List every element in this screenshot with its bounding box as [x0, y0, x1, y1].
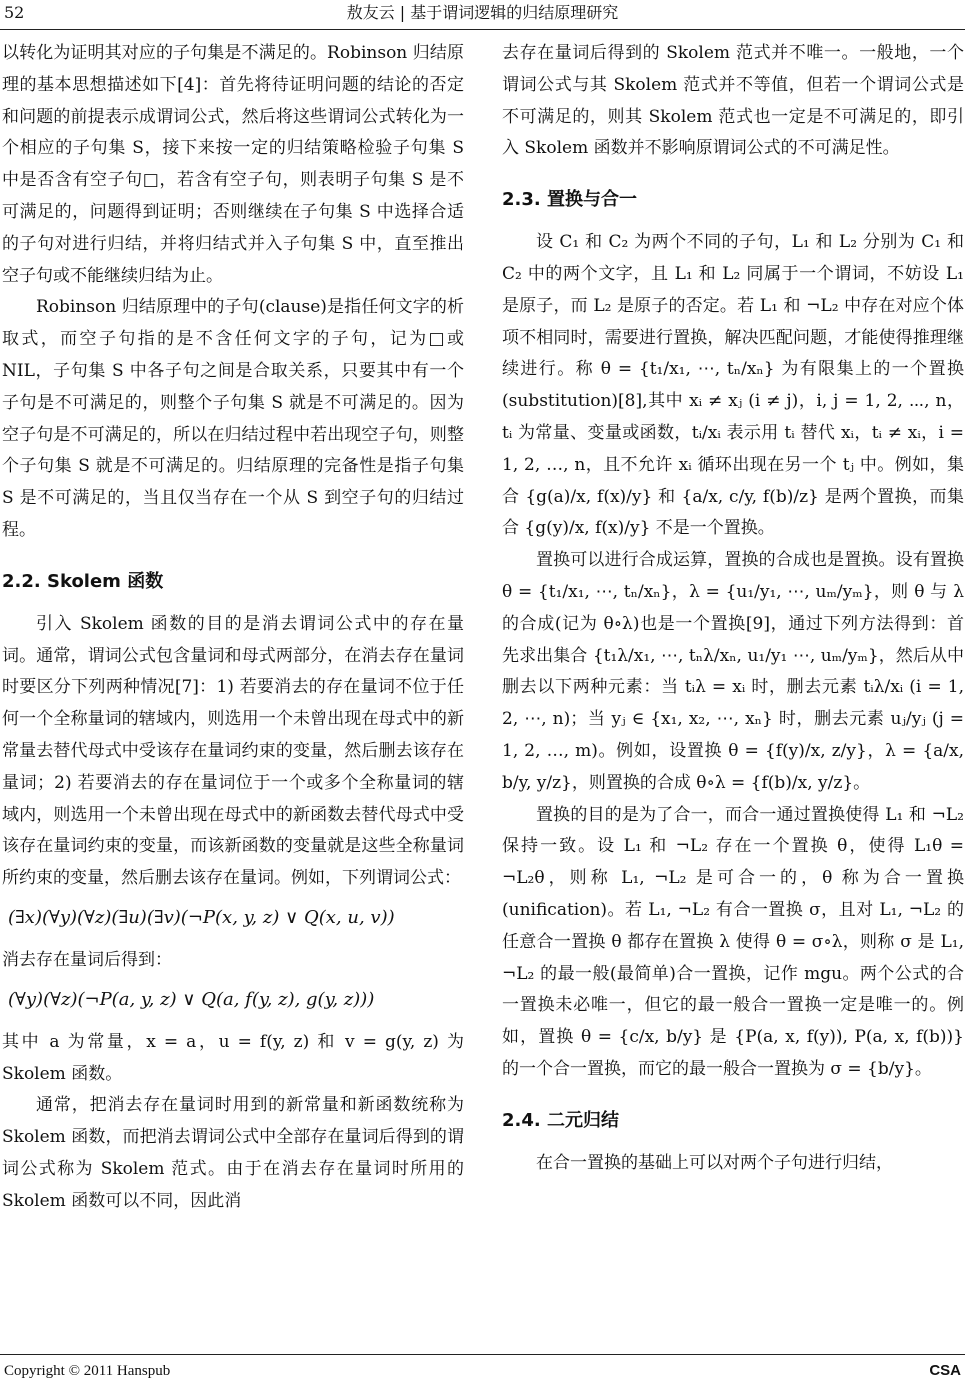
equation: (∀y)(∀z)(¬P(a, y, z) ∨ Q(a, f(y, z), g(y, z))): [8, 988, 375, 1010]
paragraph: 置换可以进行合成运算，置换的合成也是置换。设有置换 θ = {t₁/x₁, ⋯, tₙ/xₙ}，λ = {u₁/y₁, ⋯, uₘ/yₘ}，则 θ 与 λ 的合成(记为 θ∘λ)也是一个置换[9]，通过下列方法得到：首先求出集合 {t₁λ/x₁, ⋯, tₙλ/xₙ, u₁/y₁ ⋯, uₘ/yₘ}，然后从中删去以下两种元素：当 tᵢλ = xᵢ 时，删去元素 tᵢλ/xᵢ (i = 1, 2, ⋯, n)；当 yⱼ ∈ {x₁, x₂, ⋯, xₙ} 时，删去元素 uⱼ/yⱼ (j = 1, 2, …, m)。例如，设置换 θ = {f(y)/x, z/y}，λ = {a/x, b/y, y/z}，则置换的合成 θ∘λ = {f(b)/x, y/z}。: [502, 550, 964, 793]
page-footer: [0, 1360, 965, 1382]
paragraph: 引入 Skolem 函数的目的是消去谓词公式中的存在量词。通常，谓词公式包含量词和母式两部分，在消去存在量词时要区分下列两种情况[7]：1) 若要消去的存在量词不位于任何一个全称量词的辖域内，则选用一个未曾出现在母式中的新常量去替代母式中受该存在量词约束的变量，然后删去该存在量词；2) 若要消去的存在量词位于一个或多个全称量词的辖域内，则选用一个未曾出现在母式中的新函数去替代母式中受该存在量词约束的变量，而该新函数的变量就是这些全称量词所约束的变量，然后删去该存在量词。例如，下列谓词公式：: [2, 613, 464, 889]
paragraph: 其中 a 为常量，x = a，u = f(y, z) 和 v = g(y, z) 为 Skolem 函数。: [2, 1031, 464, 1084]
header-rule: [0, 29, 965, 30]
paragraph: 消去存在量词后得到：: [2, 949, 172, 970]
left-column: [2, 38, 464, 1218]
copyright-text: Copyright © 2011 Hanspub: [4, 1363, 171, 1379]
running-title: 敖友云 | 基于谓词逻辑的归结原理研究: [346, 3, 619, 22]
page-header: [0, 0, 965, 28]
page-number: 52: [4, 3, 25, 22]
footer-rule: [0, 1354, 965, 1355]
paragraph: 以转化为证明其对应的子句集是不满足的。Robinson 归结原理的基本思想描述如下[4]：首先将待证明问题的结论的否定和问题的前提表示成谓词公式，然后将这些谓词公式转化为一个相应的子句集 S，接下来按一定的归结策略检验子句集 S 中是否含有空子句□，若含有空子句，则表明子句集 S 是不可满足的，问题得到证明；否则继续在子句集 S 中选择合适的子句对进行归结，并将归结式并入子句集 S 中，直至推出空子句或不能继续归结为止。: [2, 43, 464, 286]
section-heading: 2.4. 二元归结: [502, 1109, 619, 1131]
section-heading: 2.2. Skolem 函数: [2, 570, 164, 592]
equation: (∃x)(∀y)(∀z)(∃u)(∃v)(¬P(x, y, z) ∨ Q(x, u, v)): [8, 906, 395, 928]
paragraph: 设 C₁ 和 C₂ 为两个不同的子句，L₁ 和 L₂ 分别为 C₁ 和 C₂ 中的两个文字，且 L₁ 和 L₂ 同属于一个谓词，不妨设 L₁ 是原子，而 L₂ 是原子的否定。若 L₁ 和 ¬L₂ 中存在对应个体项不相同时，需要进行置换，解决匹配问题，才能使得推理继续进行。称 θ = {t₁/x₁, ⋯, tₙ/xₙ} 为有限集上的一个置换(substitution)[8],其中 xᵢ ≠ xⱼ (i ≠ j)，i, j = 1, 2, ⋯, n，tᵢ 为常量、变量或函数，tᵢ/xᵢ 表示用 tᵢ 替代 xᵢ，tᵢ ≠ xᵢ，i = 1, 2, …, n，且不允许 xᵢ 循环出现在另一个 tⱼ 中。例如，集合 {g(a)/x, f(x)/y} 和 {a/x, c/y, f(b)/z} 是两个置换，而集合 {g(y)/x, f(x)/y} 不是一个置换。: [502, 232, 964, 539]
paragraph: Robinson 归结原理中的子句(clause)是指任何文字的析取式，而空子句指的是不含任何文字的子句，记为□或 NIL，子句集 S 中各子句之间是合取关系，只要其中有一个子句是不可满足的，则整个子句集 S 就是不可满足的。因为空子句是不可满足的，所以在归结过程中若出现空子句，则整个子句集 S 就是不可满足的。归结原理的完备性是指子句集 S 是不可满足的，当且仅当存在一个从 S 到空子句的归结过程。: [2, 297, 464, 540]
right-column: [502, 38, 964, 1180]
paragraph: 通常，把消去存在量词时用到的新常量和新函数统称为 Skolem 函数，而把消去谓词公式中全部存在量词后得到的谓词公式称为 Skolem 范式。由于在消去存在量词时所用的 Skolem 函数可以不同，因此消: [2, 1095, 464, 1211]
paragraph: 置换的目的是为了合一，而合一通过置换使得 L₁ 和 ¬L₂ 保持一致。设 L₁ 和 ¬L₂ 存在一个置换 θ，使得 L₁θ = ¬L₂θ，则称 L₁, ¬L₂ 是可合一的，θ 称为合一置换(unification)。若 L₁, ¬L₂ 有合一置换 σ，且对 L₁, ¬L₂ 的任意合一置换 θ 都存在置换 λ 使得 θ = σ∘λ，则称 σ 是 L₁, ¬L₂ 的最一般(最简单)合一置换，记作 mgu。两个公式的合一置换未必唯一，但它的最一般合一置换一定是唯一的。例如，置换 θ = {c/x, b/y} 是 {P(a, x, f(y)), P(a, x, f(b))} 的一个合一置换，而它的最一般合一置换为 σ = {b/y}。: [502, 804, 964, 1079]
paragraph: 在合一置换的基础上可以对两个子句进行归结，: [536, 1152, 893, 1173]
paragraph: 去存在量词后得到的 Skolem 范式并不唯一。一般地，一个谓词公式与其 Skolem 范式并不等值，但若一个谓词公式是不可满足的，则其 Skolem 范式也一定是不可满足的，即引入 Skolem 函数并不影响原谓词公式的不可满足性。: [502, 43, 964, 159]
journal-abbrev: CSA: [929, 1362, 961, 1379]
section-heading: 2.3. 置换与合一: [502, 189, 637, 211]
